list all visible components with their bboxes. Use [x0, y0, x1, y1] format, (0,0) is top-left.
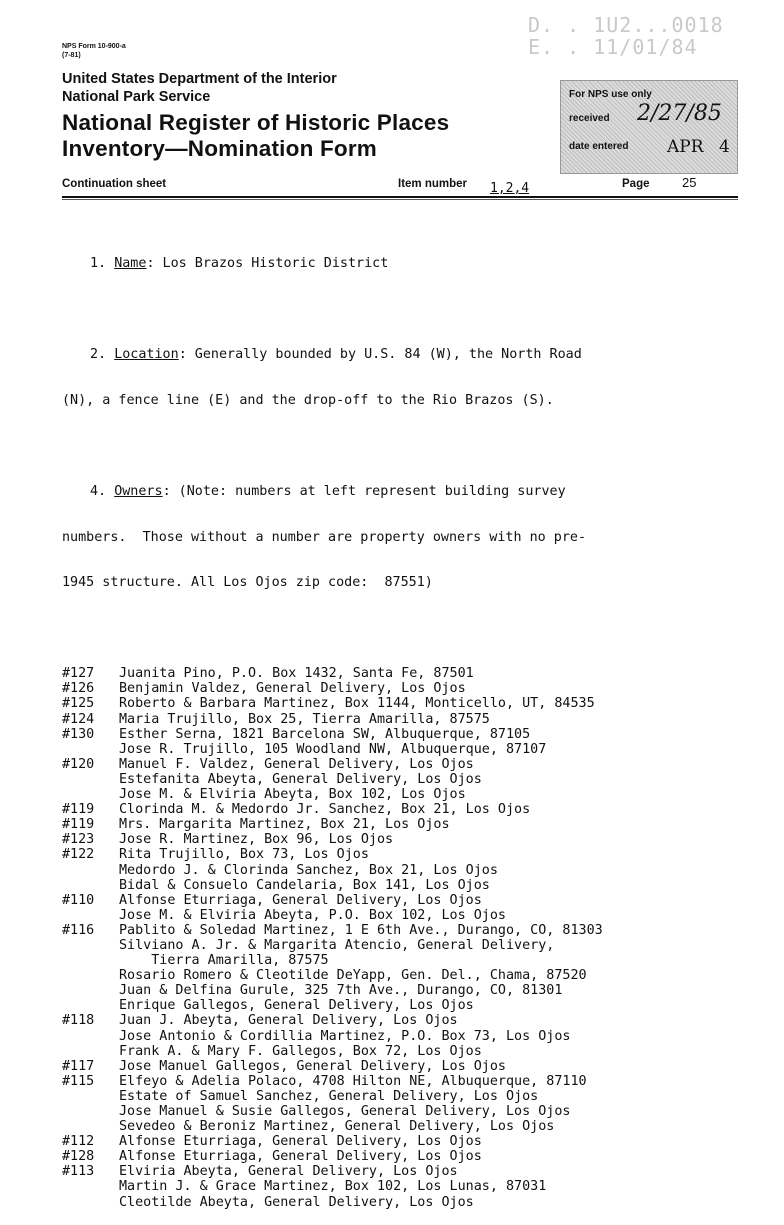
survey-number [62, 1029, 119, 1044]
survey-number: #110 [62, 892, 95, 908]
owner-row [62, 681, 722, 696]
owner-entry: Cleotilde Abeyta, General Delivery, Los Ojos [119, 1194, 474, 1210]
owner-entry: Clorinda M. & Medordo Jr. Sanchez, Box 21, Los Ojos [119, 802, 531, 818]
owner-entry: Juanita Pino, P.O. Box 1432, Santa Fe, 87501 [119, 666, 474, 682]
owner-entry: Martin J. & Grace Martinez, Box 102, Los Lunas, 87031 [119, 1179, 547, 1195]
owner-row [62, 772, 722, 787]
section-owners [62, 484, 722, 499]
received-label: received [569, 113, 610, 124]
owner-entry: Jose M. & Elviria Abeyta, P.O. Box 102, Los Ojos [119, 907, 506, 923]
owner-row [62, 1074, 722, 1089]
survey-number: #112 [62, 1134, 95, 1150]
owner-row [62, 908, 722, 923]
owner-entry: Jose M. & Elviria Abeyta, Box 102, Los Ojos [119, 787, 466, 803]
survey-number [62, 863, 119, 878]
owner-row [62, 1164, 722, 1179]
survey-number [62, 998, 119, 1013]
owner-entry: Enrique Gallegos, General Delivery, Los Ojos [119, 998, 474, 1014]
owner-row [62, 1029, 722, 1044]
location-text: : Generally bounded by U.S. 84 (W), the North Road [178, 347, 582, 363]
owner-entry: Silviano A. Jr. & Margarita Atencio, General Delivery, [119, 937, 555, 953]
owner-entry: Mrs. Margarita Martinez, Box 21, Los Ojos [119, 817, 450, 833]
faded-stamp [528, 14, 724, 58]
header-rule-thin [62, 199, 738, 200]
nps-use-box [560, 80, 738, 174]
item-number-value: 1,2,4 [490, 181, 530, 196]
survey-number: #116 [62, 922, 95, 938]
date-entered-value: APR [667, 137, 704, 157]
survey-number [62, 1104, 119, 1119]
name-label: Name [114, 256, 147, 272]
service-line: National Park Service [62, 89, 211, 105]
owner-row [62, 953, 722, 968]
document-body [62, 226, 722, 1225]
form-title [62, 110, 449, 162]
survey-number: #122 [62, 847, 95, 863]
owner-row [62, 983, 722, 998]
survey-number [62, 908, 119, 923]
survey-number: #117 [62, 1058, 95, 1074]
survey-number [62, 938, 119, 953]
owner-entry: Alfonse Eturriaga, General Delivery, Los Ojos [119, 1134, 482, 1150]
owner-row [62, 863, 722, 878]
owner-row [62, 727, 722, 742]
header-rule [62, 196, 738, 198]
owner-row [62, 847, 722, 862]
received-value: 2/27/85 [637, 101, 722, 126]
owner-row [62, 1044, 722, 1059]
name-prefix: 1. [90, 256, 115, 272]
owner-entry: Elviria Abeyta, General Delivery, Los Ojos [119, 1164, 458, 1180]
form-date: (7-81) [62, 52, 81, 59]
form-title-line1: National Register of Historic Places [62, 110, 450, 135]
owner-row [62, 998, 722, 1013]
stamp-line2: E. . 11/01/84 [528, 35, 698, 59]
date-entered-day: 4 [719, 137, 730, 157]
owner-row [62, 968, 722, 983]
owner-entry: Jose Manuel Gallegos, General Delivery, Los Ojos [119, 1058, 506, 1074]
survey-number: #115 [62, 1073, 95, 1089]
survey-number: #119 [62, 802, 95, 818]
owner-entry: Maria Trujillo, Box 25, Tierra Amarilla, 87575 [119, 711, 490, 727]
owner-entry: Tierra Amarilla, 87575 [119, 953, 329, 969]
owner-entry: Pablito & Soledad Martinez, 1 E 6th Ave., Durango, CO, 81303 [119, 922, 603, 938]
survey-number [62, 1119, 119, 1134]
owners-list [62, 666, 722, 1209]
survey-number: #119 [62, 817, 95, 833]
owner-row [62, 802, 722, 817]
owner-entry: Estefanita Abeyta, General Delivery, Los Ojos [119, 771, 482, 787]
owners-line2: numbers. Those without a number are property owners with no pre- [62, 529, 587, 545]
location-line2: (N), a fence line (E) and the drop-off to the Rio Brazos (S). [62, 393, 554, 409]
owner-entry: Manuel F. Valdez, General Delivery, Los Ojos [119, 756, 474, 772]
owner-entry: Jose R. Martinez, Box 96, Los Ojos [119, 832, 394, 848]
survey-number [62, 953, 119, 968]
owner-entry: Esther Serna, 1821 Barcelona SW, Albuquerque, 87105 [119, 726, 531, 742]
location-prefix: 2. [90, 347, 115, 363]
owner-entry: Frank A. & Mary F. Gallegos, Box 72, Los Ojos [119, 1043, 482, 1059]
nps-use-label: For NPS use only [569, 89, 652, 100]
owner-row [62, 1013, 722, 1028]
survey-number: #130 [62, 726, 95, 742]
survey-number: #124 [62, 711, 95, 727]
form-number-label: NPS Form 10-900-a [62, 43, 126, 50]
owner-row [62, 1104, 722, 1119]
date-entered-label: date entered [569, 141, 629, 152]
owner-entry: Juan & Delfina Gurule, 325 7th Ave., Durango, CO, 81301 [119, 983, 563, 999]
form-title-line2: Inventory—Nomination Form [62, 136, 378, 161]
name-text: : Los Brazos Historic District [146, 256, 389, 272]
department-heading [62, 70, 337, 106]
survey-number [62, 1195, 119, 1210]
owner-entry: Rosario Romero & Cleotilde DeYapp, Gen. Del., Chama, 87520 [119, 968, 587, 984]
owner-row [62, 1134, 722, 1149]
owner-row [62, 696, 722, 711]
survey-number [62, 772, 119, 787]
survey-number [62, 1044, 119, 1059]
owners-prefix: 4. [90, 484, 115, 500]
survey-number [62, 983, 119, 998]
owner-entry: Jose Manuel & Susie Gallegos, General Delivery, Los Ojos [119, 1104, 571, 1119]
owner-entry: Alfonse Eturriaga, General Delivery, Los Ojos [119, 892, 482, 908]
owner-entry: Alfonse Eturriaga, General Delivery, Los Ojos [119, 1149, 482, 1165]
survey-number [62, 787, 119, 802]
survey-number [62, 968, 119, 983]
owner-entry: Rita Trujillo, Box 73, Los Ojos [119, 847, 369, 863]
owner-entry: Sevedeo & Beroniz Martinez, General Delivery, Los Ojos [119, 1119, 555, 1135]
item-number-label: Item number [398, 178, 468, 190]
owner-row [62, 878, 722, 893]
owner-row [62, 1119, 722, 1134]
survey-number [62, 1179, 119, 1194]
owner-row [62, 832, 722, 847]
survey-number [62, 878, 119, 893]
owners-text: : (Note: numbers at left represent building survey [162, 484, 566, 500]
survey-number [62, 1089, 119, 1104]
survey-number [62, 742, 119, 757]
owner-row [62, 893, 722, 908]
owner-entry: Estate of Samuel Sanchez, General Delivery, Los Ojos [119, 1088, 539, 1104]
owner-entry: Roberto & Barbara Martinez, Box 1144, Monticello, UT, 84535 [119, 696, 595, 712]
form-number [62, 42, 126, 60]
survey-number: #126 [62, 681, 95, 697]
section-location [62, 347, 722, 362]
owner-row [62, 1149, 722, 1164]
page-label: Page [622, 178, 650, 190]
owner-row [62, 742, 722, 757]
owner-row [62, 1195, 722, 1210]
owner-row [62, 1089, 722, 1104]
owner-row [62, 757, 722, 772]
department-line: United States Department of the Interior [62, 71, 337, 87]
survey-number: #123 [62, 832, 95, 848]
survey-number: #113 [62, 1164, 95, 1180]
owners-line3: 1945 structure. All Los Ojos zip code: 87551) [62, 575, 433, 591]
owner-entry: Bidal & Consuelo Candelaria, Box 141, Los Ojos [119, 877, 490, 893]
survey-number: #125 [62, 696, 95, 712]
stamp-line1: D. . 1U2...0018 [528, 13, 724, 37]
owner-entry: Juan J. Abeyta, General Delivery, Los Ojos [119, 1013, 458, 1029]
section-name [62, 256, 722, 271]
page-number: 25 [682, 175, 697, 190]
survey-number: #128 [62, 1149, 95, 1165]
owner-row [62, 938, 722, 953]
owner-row [62, 817, 722, 832]
owner-row [62, 923, 722, 938]
owners-label: Owners [114, 484, 163, 500]
location-label: Location [114, 347, 179, 363]
survey-number: #120 [62, 756, 95, 772]
owner-entry: Jose R. Trujillo, 105 Woodland NW, Albuquerque, 87107 [119, 741, 547, 757]
owner-row [62, 712, 722, 727]
owner-entry: Medordo J. & Clorinda Sanchez, Box 21, Los Ojos [119, 862, 498, 878]
owner-entry: Benjamin Valdez, General Delivery, Los Ojos [119, 681, 466, 697]
owner-row [62, 1179, 722, 1194]
owner-entry: Jose Antonio & Cordillia Martinez, P.O. Box 73, Los Ojos [119, 1028, 571, 1044]
owner-row [62, 666, 722, 681]
survey-number: #127 [62, 666, 95, 682]
owner-entry: Elfeyo & Adelia Polaco, 4708 Hilton NE, Albuquerque, 87110 [119, 1073, 587, 1089]
owner-row [62, 1059, 722, 1074]
owner-row [62, 787, 722, 802]
survey-number: #118 [62, 1013, 95, 1029]
continuation-sheet-label: Continuation sheet [62, 178, 167, 190]
